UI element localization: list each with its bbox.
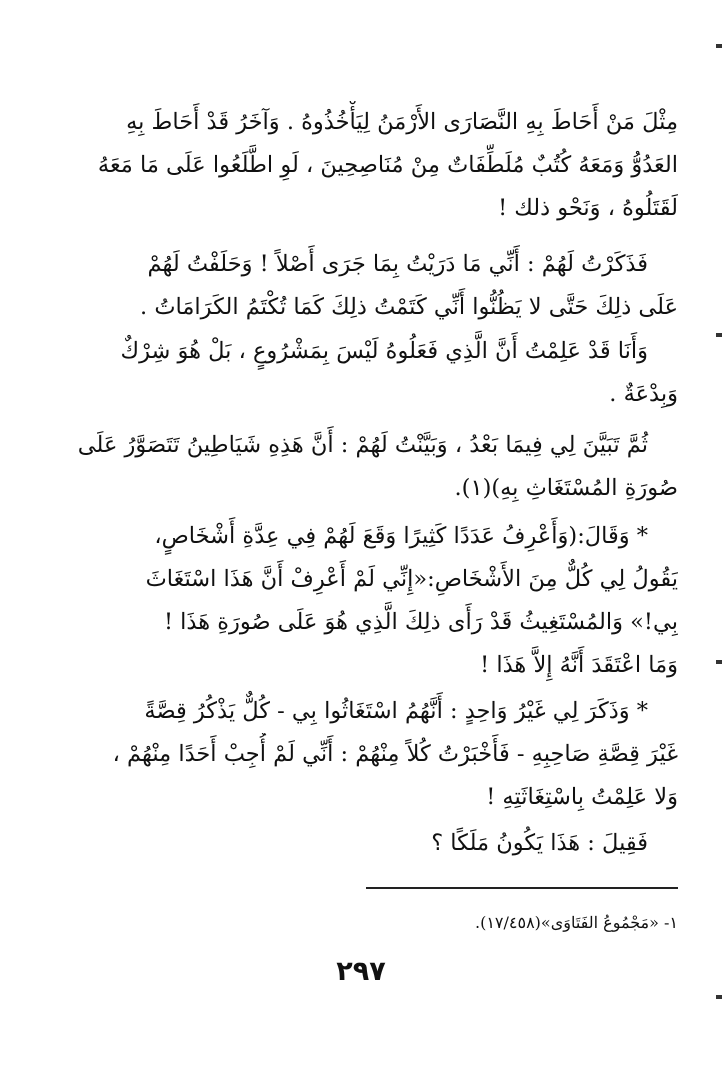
margin-mark-lower (716, 995, 722, 999)
paragraph-7 (64, 822, 678, 865)
margin-mark-middle (716, 660, 722, 664)
text-line: مِثْلَ مَنْ أَحَاطَ بِهِ النَّصَارَى الأَرْمَنُ لِيَأْخُذُوهُ . وَآخَرُ قَدْ أَحَاطَ بِهِ (126, 109, 678, 135)
footnote: ١- «مَجْمُوعُ الفَتَاوَى»(١٧/٤٥٨). (474, 913, 678, 932)
body-text (64, 101, 678, 230)
text-line: ثُمَّ تَبَيَّنَ لِي فِيمَا بَعْدُ ، وَبَيَّنْتُ لَهُمْ : أَنَّ هَذِهِ شَيَاطِينُ تَتَصَوَّرُ عَلَى (77, 432, 648, 458)
text-line: غَيْرَ قِصَّةِ صَاحِبِهِ - فَأَخْبَرْتُ كُلاً مِنْهُمْ : أَنِّي لَمْ أُجِبْ أَحَدًا مِنْهُمْ ، (112, 741, 678, 767)
margin-mark-upper (716, 333, 722, 337)
text-line: يَقُولُ لِي كُلٌّ مِنَ الأَشْخَاصِ:«إِنِّي لَمْ أَعْرِفْ أَنَّ هَذَا اسْتَغَاثَ (145, 566, 678, 592)
text-line: وَأَنَا قَدْ عَلِمْتُ أَنَّ الَّذِي فَعَلُوهُ لَيْسَ بِمَشْرُوعٍ ، بَلْ هُوَ شِرْكٌ (120, 338, 648, 364)
text-line: * وَقَالَ:(وَأَعْرِفُ عَدَدًا كَثِيرًا وَقَعَ لَهُمْ فِي عِدَّةِ أَشْخَاصٍ، (154, 523, 648, 549)
text-line: * وَذَكَرَ لِي غَيْرُ وَاحِدٍ : أَنَّهُمُ اسْتَغَاثُوا بِي - كُلٌّ يَذْكُرُ قِصَّةً (144, 698, 648, 724)
text-line: لَقَتَلُوهُ ، وَنَحْو ذلك ! (498, 195, 678, 221)
text-line: فَذَكَرْتُ لَهُمْ : أَنِّي مَا دَرَيْتُ بِمَا جَرَى أَصْلاً ! وَحَلَفْتُ لَهُمْ (147, 251, 648, 277)
text-line: العَدُوُّ وَمَعَهُ كُتُبٌ مُلَطِّفَاتٌ مِنْ مُنَاصِحِينَ ، لَوِ اطَّلَعُوا عَلَى مَا مَعَهُ (97, 152, 678, 178)
footnote-divider (366, 887, 678, 889)
paragraph-6 (64, 690, 678, 819)
text-line: وَمَا اعْتَقَدَ أَنَّهُ إِلاَّ هَذَا ! (480, 652, 678, 678)
text-line: فَقِيلَ : هَذَا يَكُونُ مَلَكًا ؟ (431, 830, 648, 856)
margin-mark-top (716, 44, 722, 48)
text-line: وَبِدْعَةٌ . (609, 381, 678, 407)
paragraph-5 (64, 515, 678, 687)
text-line: عَلَى ذلِكَ حَتَّى لا يَظُنُّوا أَنِّي كَتَمْتُ ذلِكَ كَمَا تُكْتَمُ الكَرَامَاتُ . (140, 294, 678, 320)
paragraph-3 (64, 330, 678, 416)
text-line: وَلا عَلِمْتُ بِاسْتِغَاثَتِهِ ! (486, 784, 678, 810)
page-number: ٢٩٧ (336, 956, 386, 987)
paragraph-4 (64, 424, 678, 510)
paragraph-2 (64, 243, 678, 329)
text-line: بِي!» وَالمُسْتَغِيثُ قَدْ رَأَى ذلِكَ الَّذِي هُوَ عَلَى صُورَةِ هَذَا ! (163, 609, 678, 635)
text-line: صُورَةِ المُسْتَغَاثِ بِهِ)(١). (454, 475, 678, 501)
